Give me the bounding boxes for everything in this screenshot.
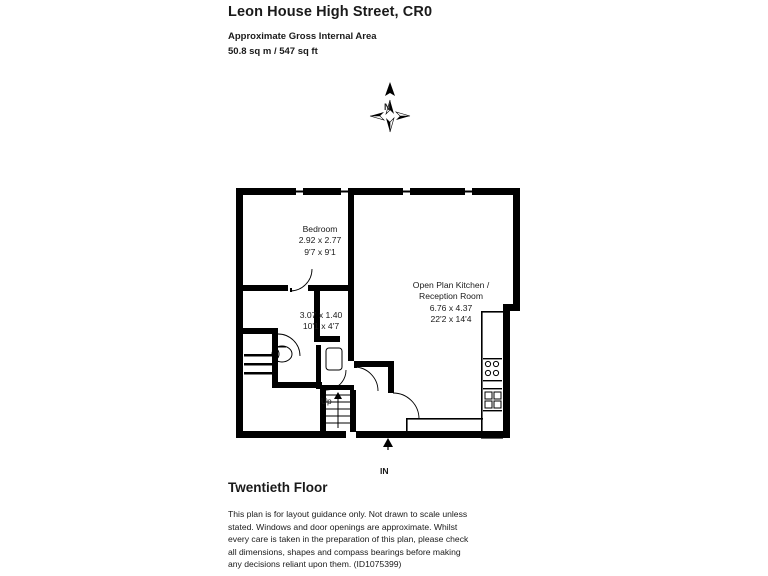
- entrance-label: IN: [380, 466, 389, 476]
- disclaimer-line-5: any decisions reliant upon them. (ID1075399): [228, 559, 402, 570]
- disclaimer-line-1: This plan is for layout guidance only. Not drawn to scale unless: [228, 509, 468, 519]
- area-label: Approximate Gross Internal Area: [228, 31, 377, 42]
- page-title: Leon House High Street, CR0: [228, 4, 433, 20]
- disclaimer-line-3: every care is taken in the preparation of this plan, please check: [228, 534, 469, 545]
- room-imperial: 10'1 x 4'7: [302, 321, 340, 332]
- compass-rose-icon: [362, 82, 418, 142]
- floor-label: Twentieth Floor: [228, 480, 328, 495]
- room-metric: 6.76 x 4.37: [429, 302, 473, 313]
- stairs-up-label: Up: [321, 396, 332, 406]
- room-metric: 2.92 x 2.77: [298, 235, 342, 246]
- room-label-hall: [256, 310, 386, 333]
- area-value: 50.8 sq m / 547 sq ft: [228, 46, 318, 57]
- room-name: Bedroom: [302, 224, 338, 234]
- room-imperial: 22'2 x 14'4: [430, 314, 472, 325]
- room-metric: 3.07 x 1.40: [299, 310, 343, 320]
- disclaimer-line-2: stated. Windows and door openings are approximate. Whilst: [228, 521, 458, 532]
- room-name-line2: Reception Room: [418, 291, 483, 302]
- floorplan-drawing: [228, 180, 528, 476]
- room-imperial: 9'7 x 9'1: [304, 246, 336, 257]
- room-label-bedroom: [260, 224, 380, 258]
- room-name-line1: Open Plan Kitchen /: [412, 280, 490, 290]
- room-label-open-plan-kitchen-reception: [376, 280, 526, 326]
- disclaimer-line-4: all dimensions, shapes and compass bearings before making: [228, 546, 461, 557]
- compass-north-label: N: [384, 102, 391, 112]
- disclaimer-text: [228, 508, 528, 571]
